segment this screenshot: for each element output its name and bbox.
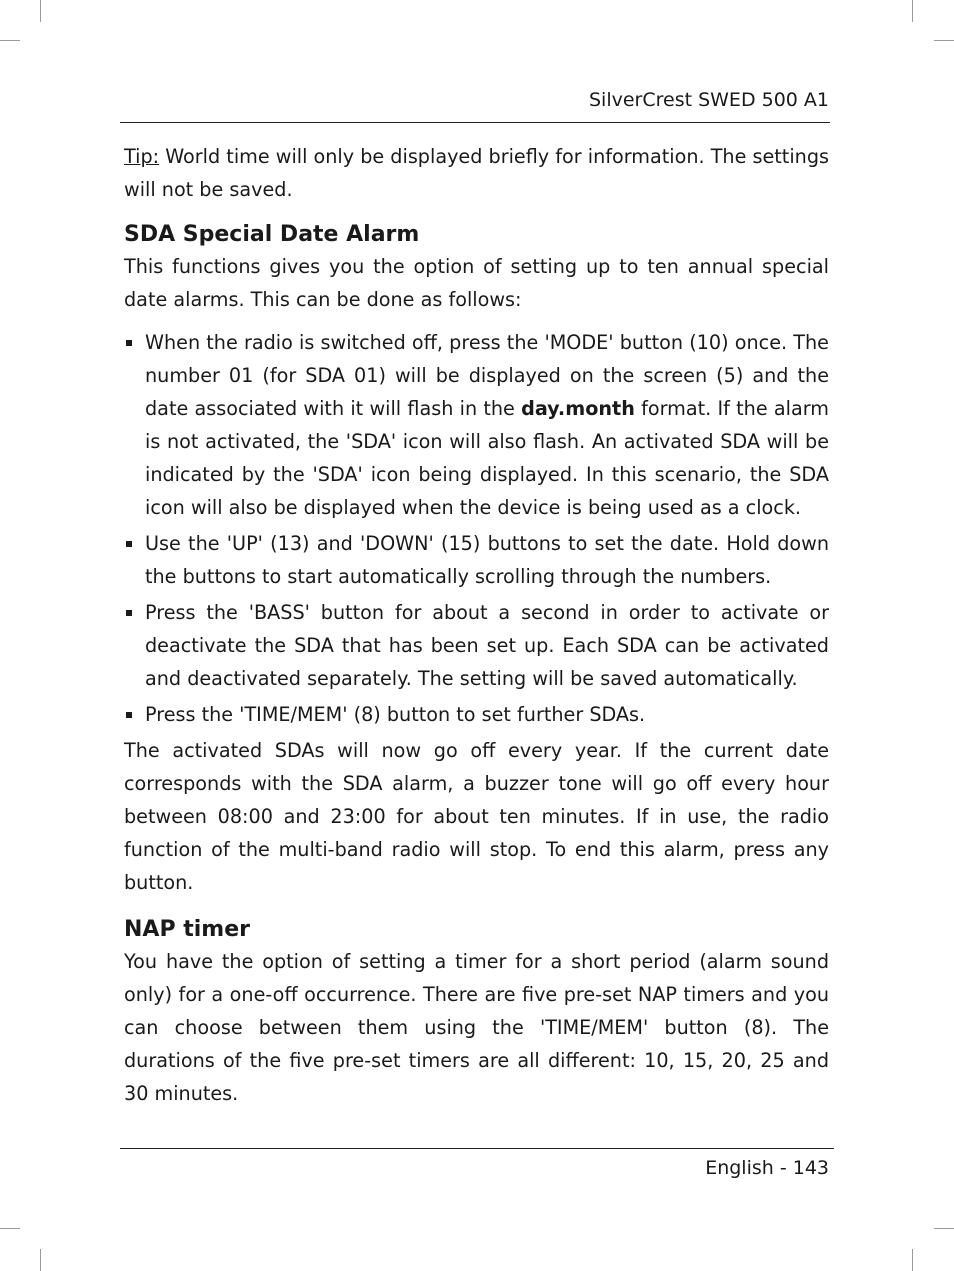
- crop-mark: [40, 1249, 41, 1271]
- bullet-icon: [126, 712, 132, 718]
- bullet-icon: [126, 541, 132, 547]
- tip-text: World time will only be displayed briefly for information. The settings will not be saved.: [124, 145, 829, 201]
- crop-mark: [40, 0, 41, 22]
- footer-rule: [120, 1148, 834, 1149]
- tip-paragraph: [124, 140, 829, 206]
- bullet4-text: Press the 'TIME/MEM' (8) button to set further SDAs.: [145, 703, 646, 726]
- nap-paragraph: You have the option of setting a timer for a short period (alarm sound only) for a one-off occurrence. There are five pre-set NAP timers and you can choose between them using the 'TIME/MEM' button (8). The durations of the five pre-set timers are all different: 10, 15, 20, 25 and 30 minutes.: [124, 950, 829, 1105]
- list-item: [124, 527, 829, 593]
- crop-mark: [934, 1228, 954, 1229]
- sda-steps-list: [124, 326, 829, 731]
- page-content: [124, 140, 829, 1110]
- bullet-icon: [126, 340, 132, 346]
- bullet2-text: Use the 'UP' (13) and 'DOWN' (15) buttons to set the date. Hold down the buttons to start automatically scrolling through the numbers.: [145, 532, 829, 588]
- bullet-icon: [126, 610, 132, 616]
- sda-closing: The activated SDAs will now go off every year. If the current date corresponds with the SDA alarm, a buzzer tone will go off every hour between 08:00 and 23:00 for about ten minutes. If in use, the radio function of the multi-band radio will stop. To end this alarm, press any button.: [124, 739, 829, 894]
- list-item: [124, 596, 829, 695]
- sda-intro: This functions gives you the option of setting up to ten annual special date alarms. This can be done as follows:: [124, 255, 829, 311]
- crop-mark: [934, 40, 954, 41]
- bullet1-bold: day.month: [521, 397, 635, 420]
- bullet3-text: Press the 'BASS' button for about a second in order to activate or deactivate the SDA that has been set up. Each SDA can be activated and deactivated separately. The setting will be saved automatically.: [145, 601, 829, 690]
- section-heading-nap: NAP timer: [124, 917, 250, 942]
- section-heading-sda: SDA Special Date Alarm: [124, 222, 420, 247]
- crop-mark: [912, 0, 913, 22]
- list-item: [124, 326, 829, 524]
- crop-mark: [0, 1228, 20, 1229]
- bullet1-text-b: format. If the alarm is not activated, the 'SDA' icon will also flash. An activated SDA will be indicated by the 'SDA' icon being displayed. In this scenario, the SDA icon will also be displayed when the device is being used as a clock.: [145, 397, 829, 519]
- list-item: [124, 698, 829, 731]
- tip-label: Tip:: [124, 145, 160, 168]
- page-number: English - 143: [705, 1157, 829, 1179]
- bullet1-text-a: When the radio is switched off, press the 'MODE' button (10) once. The number 01 (for SDA 01) will be displayed on the screen (5) and the date associated with it will flash in the: [145, 331, 829, 420]
- running-header: SilverCrest SWED 500 A1: [588, 89, 829, 111]
- crop-mark: [0, 40, 20, 41]
- header-rule: [120, 122, 830, 123]
- crop-mark: [912, 1249, 913, 1271]
